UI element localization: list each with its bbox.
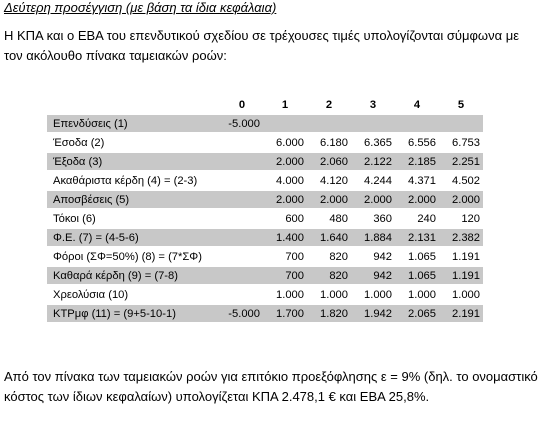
table-cell: 700 <box>263 248 307 267</box>
table-cell: 942 <box>351 267 395 286</box>
row-label: Ακαθάριστα κέρδη (4) = (2-3) <box>47 172 221 191</box>
table-cell: 6.556 <box>395 134 439 153</box>
table-cell: 2.382 <box>439 229 483 248</box>
row-label: Φ.Ε. (7) = (4-5-6) <box>47 229 221 248</box>
table-cell: 820 <box>307 267 351 286</box>
table-cell <box>351 115 395 134</box>
table-cell: 2.000 <box>263 153 307 172</box>
table-cell: 1.400 <box>263 229 307 248</box>
table-cell: 1.700 <box>263 305 307 324</box>
table-cell: 820 <box>307 248 351 267</box>
table-cell: 4.120 <box>307 172 351 191</box>
row-label: Αποσβέσεις (5) <box>47 191 221 210</box>
table-cell: 4.502 <box>439 172 483 191</box>
table-cell <box>263 115 307 134</box>
table-cell: 4.244 <box>351 172 395 191</box>
row-label: ΚΤΡμφ (11) = (9+5-10-1) <box>47 305 221 324</box>
table-row <box>47 305 483 324</box>
table-cell: 6.000 <box>263 134 307 153</box>
table-header-year: 1 <box>263 96 307 115</box>
table-cell: 1.000 <box>263 286 307 305</box>
table-header-label <box>47 96 221 115</box>
table-cell: 1.000 <box>307 286 351 305</box>
table-cell: 600 <box>263 210 307 229</box>
table-cell: 6.753 <box>439 134 483 153</box>
table-header-year: 2 <box>307 96 351 115</box>
table-cell: 1.884 <box>351 229 395 248</box>
table-cell: 2.122 <box>351 153 395 172</box>
table-cell: 942 <box>351 248 395 267</box>
table-cell <box>221 134 263 153</box>
table-cell: 2.000 <box>439 191 483 210</box>
table-cell: 2.060 <box>307 153 351 172</box>
table-row <box>47 191 483 210</box>
row-label: Φόροι (ΣΦ=50%) (8) = (7*ΣΦ) <box>47 248 221 267</box>
table-cell: -5.000 <box>221 305 263 324</box>
table-cell: 240 <box>395 210 439 229</box>
row-label: Επενδύσεις (1) <box>47 115 221 134</box>
table-cell: 1.942 <box>351 305 395 324</box>
conclusion-paragraph: Από τον πίνακα των ταμειακών ροών για επιτόκιο προεξόφλησης ε = 9% (δηλ. το ονομαστικό κόστος των ίδιων κεφαλαίων) υπολογίζεται ΚΠΑ 2.478,1 € και ΕΒΑ 25,8%. <box>4 369 538 404</box>
table-header-year: 0 <box>221 96 263 115</box>
table-header-year: 3 <box>351 96 395 115</box>
table-header-year: 5 <box>439 96 483 115</box>
table-cell <box>439 115 483 134</box>
cash-flow-table <box>47 96 483 324</box>
table-row <box>47 229 483 248</box>
table-cell: 2.000 <box>351 191 395 210</box>
table-cell <box>221 191 263 210</box>
table-row <box>47 210 483 229</box>
table-cell <box>221 153 263 172</box>
table-cell: 1.065 <box>395 267 439 286</box>
table-cell: 1.820 <box>307 305 351 324</box>
table-cell <box>221 229 263 248</box>
table-cell: 1.640 <box>307 229 351 248</box>
table-cell: 2.000 <box>307 191 351 210</box>
table-cell: 1.065 <box>395 248 439 267</box>
table-cell <box>221 267 263 286</box>
table-cell: -5.000 <box>221 115 263 134</box>
table-header-row <box>47 96 483 115</box>
table-cell <box>307 115 351 134</box>
table-cell: 360 <box>351 210 395 229</box>
table-row <box>47 172 483 191</box>
row-label: Έσοδα (2) <box>47 134 221 153</box>
table-cell: 4.000 <box>263 172 307 191</box>
table-cell: 2.185 <box>395 153 439 172</box>
table-cell <box>395 115 439 134</box>
table-cell <box>221 210 263 229</box>
row-label: Έξοδα (3) <box>47 153 221 172</box>
table-cell: 700 <box>263 267 307 286</box>
table-row <box>47 153 483 172</box>
section-heading: Δεύτερη προσέγγιση (με βάση τα ίδια κεφάλαια) <box>4 0 277 15</box>
table-cell: 1.191 <box>439 248 483 267</box>
table-cell: 2.065 <box>395 305 439 324</box>
table-cell: 2.000 <box>263 191 307 210</box>
table-cell <box>221 286 263 305</box>
table-cell: 4.371 <box>395 172 439 191</box>
row-label: Χρεολύσια (10) <box>47 286 221 305</box>
table-cell: 2.000 <box>395 191 439 210</box>
table-row <box>47 267 483 286</box>
table-cell: 2.251 <box>439 153 483 172</box>
table-row <box>47 115 483 134</box>
table-row <box>47 134 483 153</box>
table-cell: 120 <box>439 210 483 229</box>
table-cell: 2.191 <box>439 305 483 324</box>
table-cell <box>221 172 263 191</box>
intro-paragraph: Η ΚΠΑ και ο ΕΒΑ του επενδυτικού σχεδίου σε τρέχουσες τιμές υπολογίζονται σύμφωνα με τον ακόλουθο πίνακα ταμειακών ροών: <box>4 28 519 63</box>
table-header-year: 4 <box>395 96 439 115</box>
table-cell: 1.000 <box>395 286 439 305</box>
table-cell: 6.365 <box>351 134 395 153</box>
row-label: Καθαρά κέρδη (9) = (7-8) <box>47 267 221 286</box>
table-cell: 1.000 <box>351 286 395 305</box>
table-cell: 1.000 <box>439 286 483 305</box>
table-cell: 2.131 <box>395 229 439 248</box>
table-cell <box>221 248 263 267</box>
table-cell: 6.180 <box>307 134 351 153</box>
row-label: Τόκοι (6) <box>47 210 221 229</box>
table-cell: 1.191 <box>439 267 483 286</box>
table-cell: 480 <box>307 210 351 229</box>
table-row <box>47 248 483 267</box>
table-row <box>47 286 483 305</box>
